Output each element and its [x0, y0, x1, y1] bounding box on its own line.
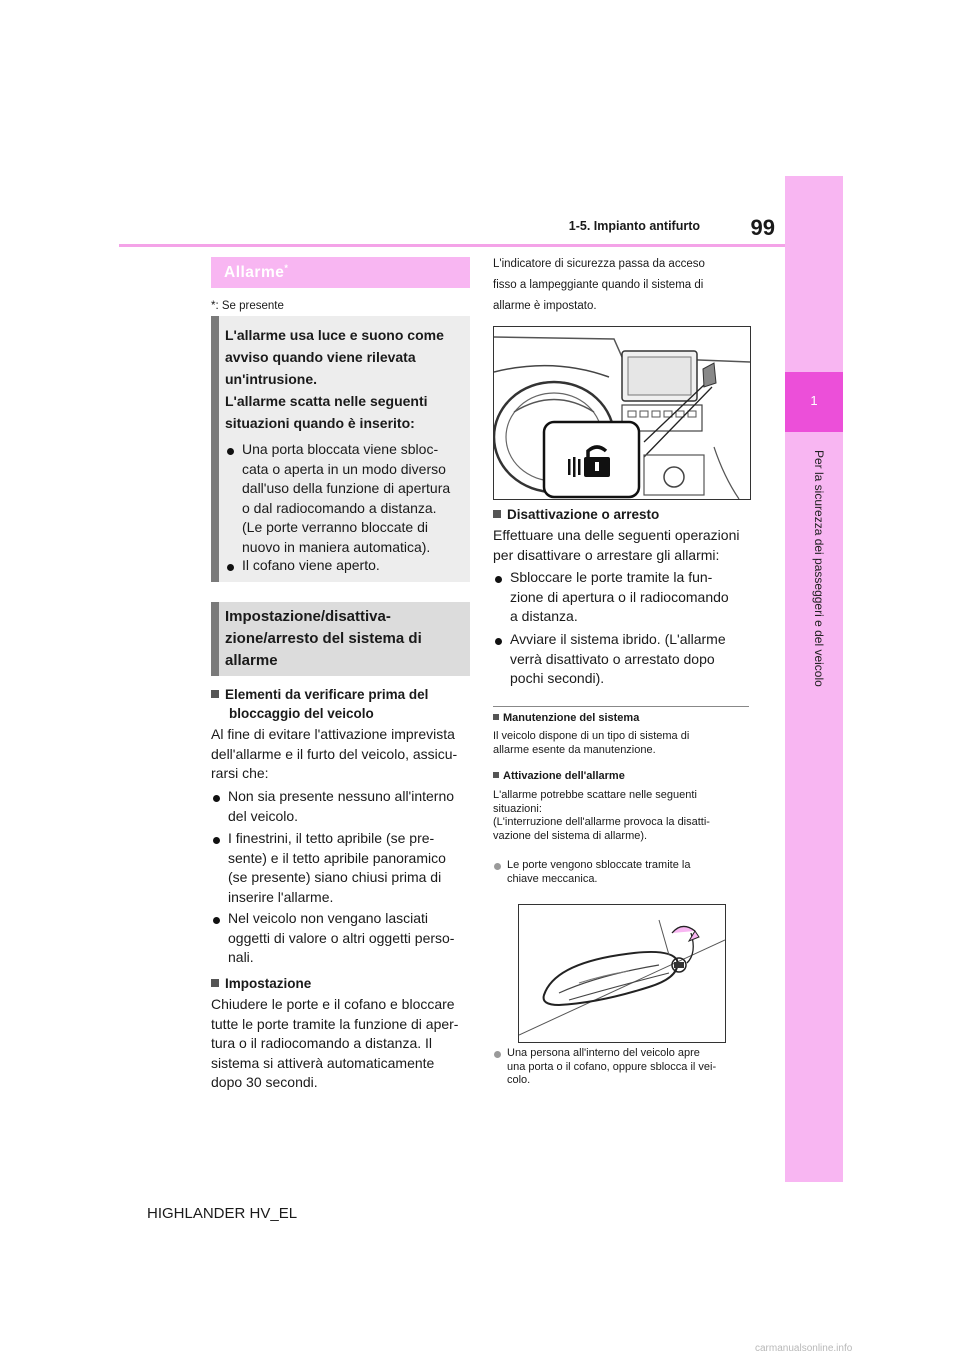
- heading-line: allarme: [225, 652, 278, 669]
- chapter-number: 1: [810, 393, 818, 408]
- disattivazione-bullet-1: [510, 568, 729, 627]
- intro-line: un'intrusione.: [225, 371, 317, 387]
- attivazione-bullet-2: [507, 1047, 716, 1088]
- bullet-line: zione di apertura o il radiocomando: [510, 588, 729, 605]
- square-bullet-icon: [493, 714, 499, 720]
- bullet-icon: [227, 564, 234, 571]
- intro-line: avviso quando viene rilevata: [225, 349, 416, 365]
- bullet-line: Nel veicolo non vengano lasciati: [228, 910, 429, 926]
- bullet-line: o dal radiocomando a distanza.: [242, 499, 437, 516]
- bullet-line: sente) e il tetto apribile panoramico: [228, 849, 446, 866]
- disattivazione-intro: [493, 526, 739, 565]
- heading-line: Impostazione/disattiva-: [225, 608, 391, 625]
- impostazione-title: Impostazione: [225, 976, 312, 991]
- bullet-icon: [494, 1051, 501, 1058]
- bullet-line: verrà disattivato o arrestato dopo: [510, 650, 715, 667]
- chapter-title: [810, 450, 826, 510]
- text-line: tura o il radiocomando a distanza. Il: [211, 1035, 433, 1051]
- bullet-icon: [213, 917, 220, 924]
- allarme-title-mark: *: [284, 263, 289, 273]
- text-line: (L'interruzione dell'allarme provoca la disatti-: [493, 816, 710, 828]
- text-line: dell'allarme e il furto del veicolo, assicu-: [211, 745, 458, 762]
- checks-heading: [211, 685, 428, 723]
- section-title: 1-5. Impianto antifurto: [568, 219, 700, 233]
- text-line: per disattivare o arrestare gli allarmi:: [493, 546, 720, 563]
- heading-line: zione/arresto del sistema di: [225, 630, 422, 647]
- square-bullet-icon: [493, 510, 501, 518]
- bullet-line: cata o aperta in un modo diverso: [242, 460, 446, 477]
- text-line: tutte le porte tramite la funzione di aper-: [211, 1015, 459, 1032]
- bullet-line: I finestrini, il tetto apribile (se pre-: [228, 830, 435, 846]
- watermark: carmanualsonline.info: [755, 1343, 853, 1354]
- bullet-line: inserire l'allarme.: [228, 888, 334, 905]
- text-line: allarme è impostato.: [493, 300, 597, 312]
- square-bullet-icon: [493, 772, 499, 778]
- checks-heading-line: Elementi da verificare prima del: [225, 687, 429, 702]
- text-line: rarsi che:: [211, 765, 269, 781]
- checks-heading-line: bloccaggio del veicolo: [229, 706, 374, 721]
- bullet-line: una porta o il cofano, oppure sblocca il vei-: [507, 1060, 717, 1073]
- checks-bullet-3: [228, 909, 454, 968]
- square-bullet-icon: [211, 979, 219, 987]
- text-line: allarme esente da manutenzione.: [493, 743, 656, 756]
- intro-line: L'allarme usa luce e suono come: [225, 327, 444, 343]
- bullet-line: Le porte vengono sbloccate tramite la: [507, 859, 691, 871]
- bullet-line: nuovo in maniera automatica).: [242, 538, 431, 555]
- bullet-icon: [495, 638, 502, 645]
- square-bullet-icon: [211, 690, 219, 698]
- text-line: dopo 30 secondi.: [211, 1074, 318, 1090]
- bullet-line: Non sia presente nessuno all'interno: [228, 788, 455, 804]
- bullet-line: (se presente) siano chiusi prima di: [228, 869, 442, 885]
- header-divider: [119, 244, 785, 247]
- allarme-heading: [224, 263, 288, 282]
- bullet-icon: [213, 837, 220, 844]
- bullet-line: a distanza.: [510, 608, 578, 624]
- text-line: vazione del sistema di allarme).: [493, 829, 648, 842]
- bullet-line: nali.: [228, 949, 254, 965]
- intro-box-bar: [211, 316, 219, 582]
- manutenzione-title: Manutenzione del sistema: [503, 712, 640, 724]
- intro-bullet-1: [242, 440, 450, 557]
- text-line: sistema si attiverà automaticamente: [211, 1054, 435, 1071]
- allarme-title: Allarme: [224, 264, 285, 282]
- bullet-line: Sbloccare le porte tramite la fun-: [510, 569, 713, 585]
- disattivazione-bullet-2: [510, 630, 726, 689]
- text-line: situazioni:: [493, 802, 542, 815]
- bullet-line: Avviare il sistema ibrido. (L'allarme: [510, 631, 726, 647]
- bullet-line: (Le porte verranno bloccate di: [242, 519, 428, 535]
- text-line: Effettuare una delle seguenti operazioni: [493, 527, 740, 543]
- text-line: L'indicatore di sicurezza passa da acceso: [493, 258, 705, 270]
- setting-heading: [225, 606, 422, 672]
- attivazione-bullet-1: [507, 859, 690, 886]
- door-handle-illustration: [518, 904, 726, 1043]
- text-line: Chiudere le porte e il cofano e bloccare: [211, 996, 455, 1012]
- checks-bullet-1: [228, 787, 454, 826]
- bullet-icon: [213, 795, 220, 802]
- bullet-line: Una persona all'interno del veicolo apre: [507, 1047, 700, 1059]
- dashboard-drawing: [494, 327, 750, 499]
- bullet-icon: [495, 576, 502, 583]
- bullet-line: chiave meccanica.: [507, 872, 598, 885]
- bullet-line: del veicolo.: [228, 807, 299, 824]
- attivazione-heading: [493, 770, 625, 784]
- manutenzione-heading: [493, 712, 639, 726]
- attivazione-title: Attivazione dell'allarme: [503, 770, 625, 782]
- door-handle-drawing: [519, 905, 725, 1042]
- text-line: Al fine di evitare l'attivazione imprevista: [211, 726, 455, 742]
- bullet-line: pochi secondi).: [510, 670, 605, 686]
- text-line: Il veicolo dispone di un tipo di sistema di: [493, 730, 690, 742]
- intro-text: [225, 324, 444, 434]
- intro-line: L'allarme scatta nelle seguenti: [225, 393, 428, 409]
- bullet-icon: [494, 863, 501, 870]
- setting-heading-bar: [211, 602, 219, 676]
- bullet-line: Una porta bloccata viene sbloc-: [242, 441, 439, 457]
- text-line: fisso a lampeggiante quando il sistema di: [493, 279, 704, 291]
- impostazione-text: [211, 995, 458, 1093]
- bullet-line: dall'uso della funzione di apertura: [242, 480, 451, 496]
- disattivazione-heading: [493, 505, 659, 524]
- disattivazione-title: Disattivazione o arresto: [507, 507, 660, 522]
- page-number: 99: [750, 215, 775, 240]
- checks-intro: [211, 725, 457, 784]
- indicator-text: [493, 254, 705, 317]
- bullet-line: colo.: [507, 1074, 531, 1086]
- footer-model: HIGHLANDER HV_EL: [147, 1205, 298, 1222]
- intro-line: situazioni quando è inserito:: [225, 415, 415, 431]
- manutenzione-text: [493, 730, 689, 757]
- intro-bullet-2: Il cofano viene aperto.: [242, 557, 380, 573]
- bullet-icon: [227, 448, 234, 455]
- text-line: L'allarme potrebbe scattare nelle seguenti: [493, 789, 697, 801]
- attivazione-text: [493, 789, 710, 843]
- dashboard-illustration: [493, 326, 751, 500]
- impostazione-heading: [211, 974, 311, 993]
- checks-bullet-2: [228, 829, 446, 907]
- allarme-footnote: *: Se presente: [211, 300, 284, 312]
- bullet-line: oggetti di valore o altri oggetti perso-: [228, 929, 455, 946]
- notes-divider: [493, 706, 749, 707]
